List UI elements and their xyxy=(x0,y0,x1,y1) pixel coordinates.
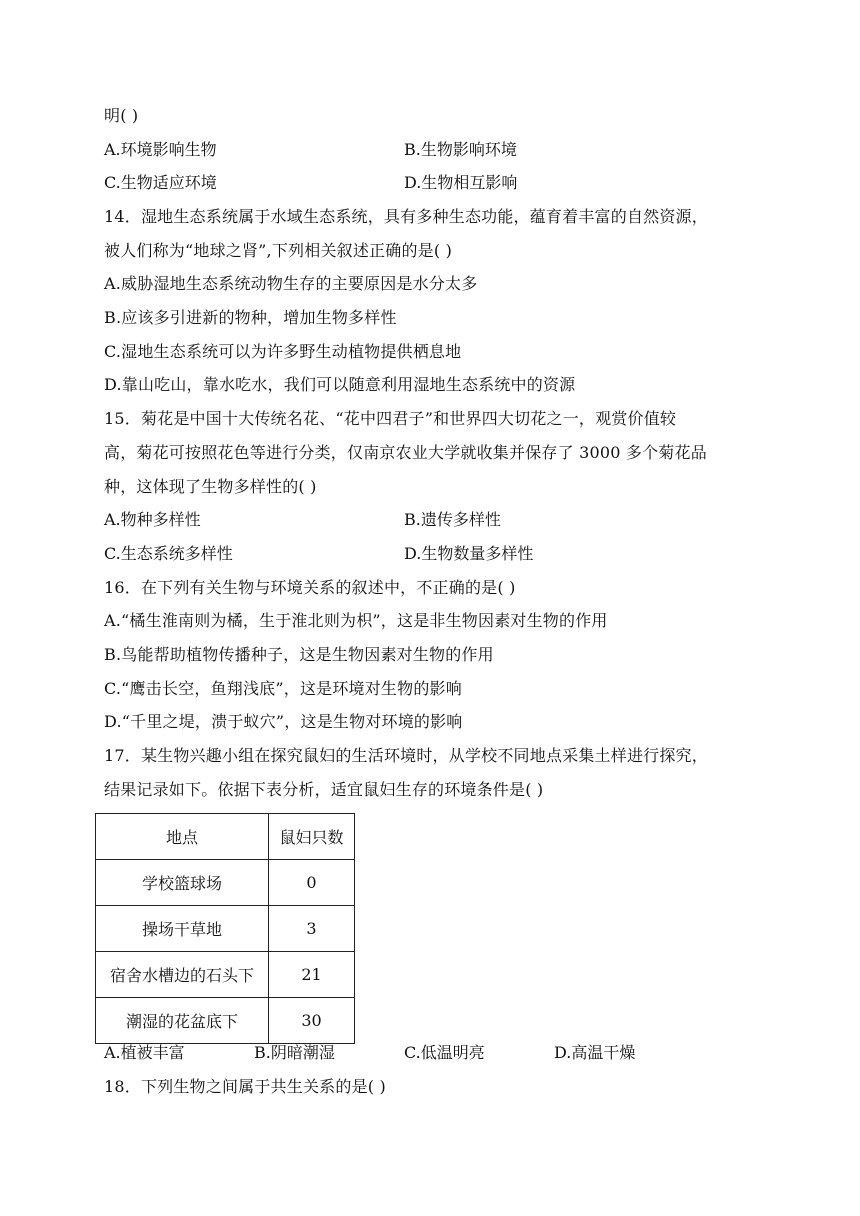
q17-option-d: D.高温干燥 xyxy=(554,1043,636,1062)
q15-option-b: B.遗传多样性 xyxy=(404,510,501,529)
q14-stem-line1: 14．湿地生态系统属于水域生态系统，具有多种生态功能，蕴育着丰富的自然资源， xyxy=(104,207,708,226)
table-row xyxy=(96,860,355,906)
q13-option-d: D.生物相互影响 xyxy=(404,173,518,192)
q13-option-b: B.生物影响环境 xyxy=(404,140,517,159)
q16-stem: 16．在下列有关生物与环境关系的叙述中，不正确的是( ) xyxy=(104,578,516,597)
survey-table xyxy=(95,813,355,1044)
table-cell-count: 21 xyxy=(269,952,355,998)
table-row xyxy=(96,952,355,998)
table-header-location: 地点 xyxy=(96,814,269,860)
q15-option-a: A.物种多样性 xyxy=(104,510,201,529)
table-cell-location: 学校篮球场 xyxy=(96,860,269,906)
q15-stem-line2: 高，菊花可按照花色等进行分类，仅南京农业大学就收集并保存了 3000 多个菊花品 xyxy=(104,443,707,462)
q15-option-d: D.生物数量多样性 xyxy=(404,544,534,563)
q15-stem-line3: 种，这体现了生物多样性的( ) xyxy=(104,477,317,496)
q18-stem: 18．下列生物之间属于共生关系的是( ) xyxy=(104,1077,386,1096)
table-header-row xyxy=(96,814,355,860)
q17-option-a: A.植被丰富 xyxy=(104,1043,185,1062)
table-row xyxy=(96,906,355,952)
q17-option-b: B.阴暗潮湿 xyxy=(254,1043,335,1062)
table-cell-count: 0 xyxy=(269,860,355,906)
q16-option-b: B.鸟能帮助植物传播种子，这是生物因素对生物的作用 xyxy=(104,645,494,664)
q17-option-c: C.低温明亮 xyxy=(404,1043,485,1062)
table-cell-location: 潮湿的花盆底下 xyxy=(96,998,269,1044)
q16-option-a: A.“橘生淮南则为橘，生于淮北则为枳”，这是非生物因素对生物的作用 xyxy=(104,611,608,630)
table-cell-count: 30 xyxy=(269,998,355,1044)
table-cell-location: 操场干草地 xyxy=(96,906,269,952)
q17-stem-line2: 结果记录如下。依据下表分析，适宜鼠妇生存的环境条件是( ) xyxy=(104,780,544,799)
table-cell-count: 3 xyxy=(269,906,355,952)
q14-option-d: D.靠山吃山，靠水吃水，我们可以随意利用湿地生态系统中的资源 xyxy=(104,375,576,394)
q15-option-c: C.生态系统多样性 xyxy=(104,544,233,563)
q17-stem-line1: 17．某生物兴趣小组在探究鼠妇的生活环境时，从学校不同地点采集土样进行探究， xyxy=(104,746,708,765)
table-header-count: 鼠妇只数 xyxy=(269,814,355,860)
q14-option-a: A.威胁湿地生态系统动物生存的主要原因是水分太多 xyxy=(104,274,478,293)
q16-option-d: D.“千里之堤，溃于蚁穴”，这是生物对环境的影响 xyxy=(104,712,463,731)
q14-option-c: C.湿地生态系统可以为许多野生动植物提供栖息地 xyxy=(104,342,462,361)
q14-stem-line2: 被人们称为“地球之肾”,下列相关叙述正确的是( ) xyxy=(104,241,453,260)
q15-stem-line1: 15．菊花是中国十大传统名花、“花中四君子”和世界四大切花之一，观赏价值较 xyxy=(104,409,677,428)
table-cell-location: 宿舍水槽边的石头下 xyxy=(96,952,269,998)
q13-option-c: C.生物适应环境 xyxy=(104,173,217,192)
q16-option-c: C.“鹰击长空，鱼翔浅底”，这是环境对生物的影响 xyxy=(104,679,462,698)
q13-stem-tail: 明( ) xyxy=(104,106,139,125)
q13-option-a: A.环境影响生物 xyxy=(104,140,217,159)
q14-option-b: B.应该多引进新的物种，增加生物多样性 xyxy=(104,308,397,327)
table-row xyxy=(96,998,355,1044)
